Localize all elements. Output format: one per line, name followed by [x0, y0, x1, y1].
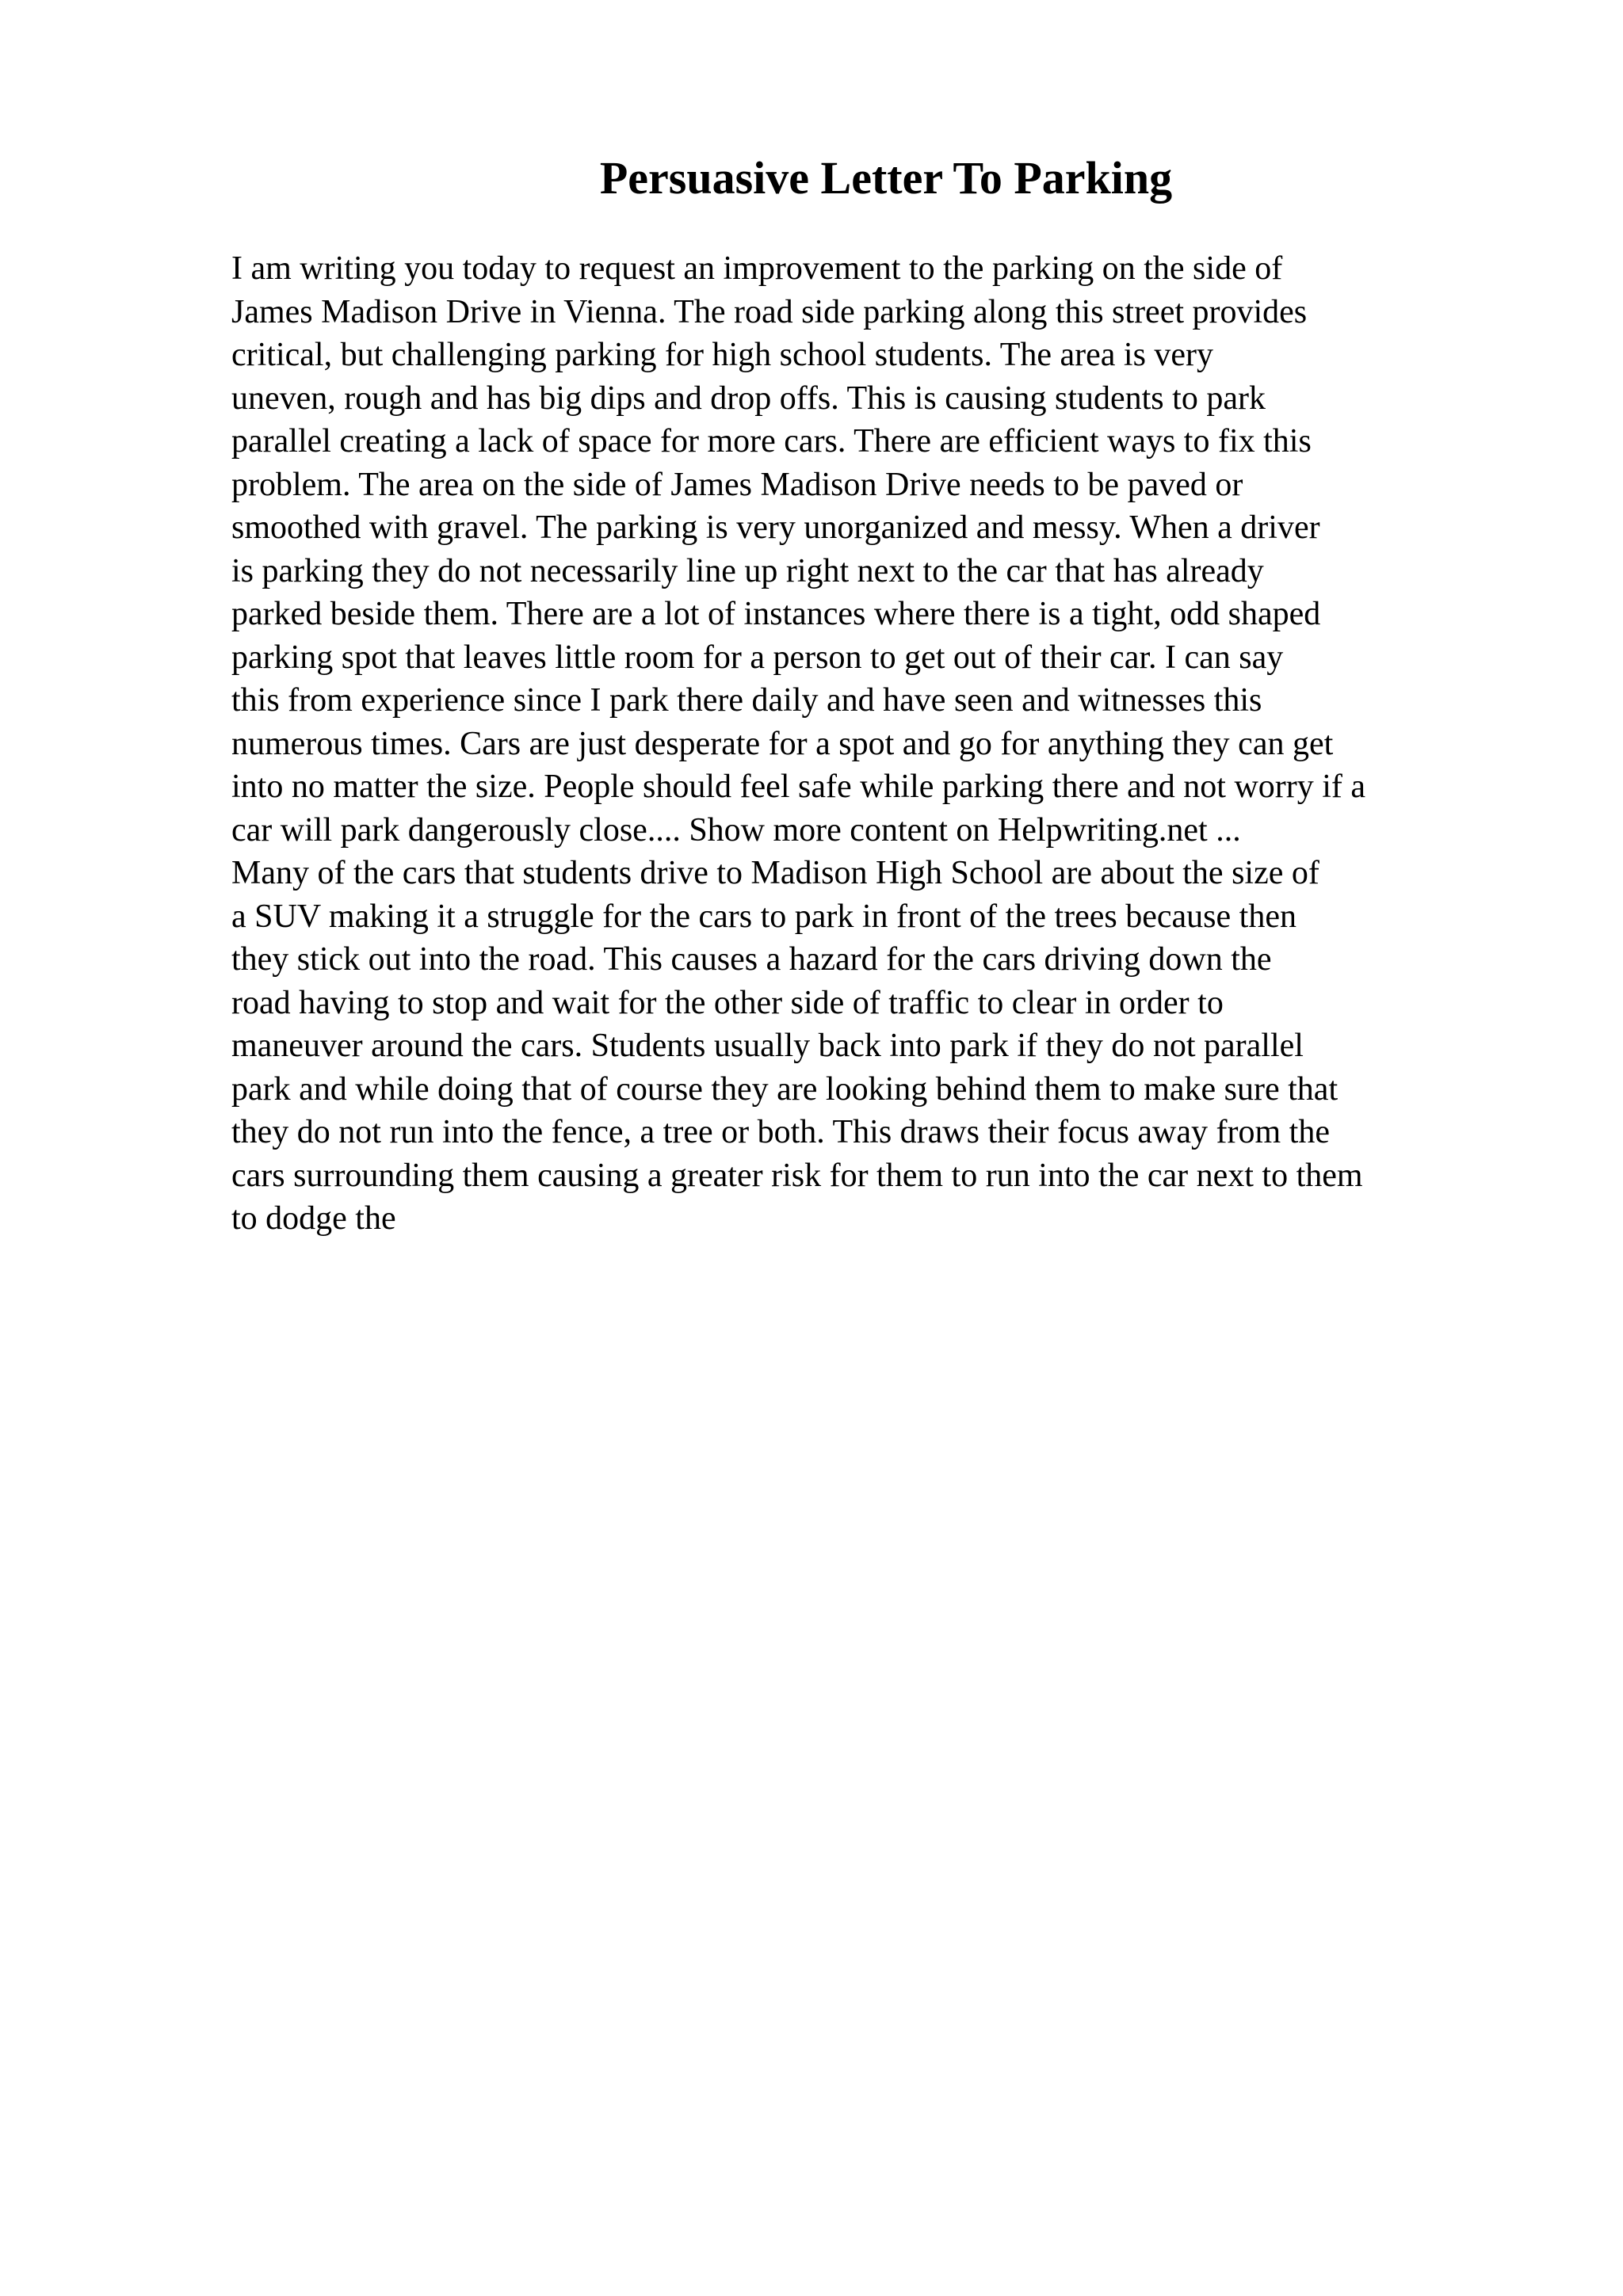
body-line: park and while doing that of course they are looking behind them to make sure that — [231, 1070, 1338, 1108]
body-line: numerous times. Cars are just desperate for a spot and go for anything they can get — [231, 725, 1334, 762]
body-line: James Madison Drive in Vienna. The road side parking along this street provides — [231, 293, 1308, 330]
body-line: road having to stop and wait for the other side of traffic to clear in order to — [231, 984, 1224, 1021]
body-line: cars surrounding them causing a greater risk for them to run into the car next to them — [231, 1157, 1363, 1194]
document-body — [231, 247, 1515, 1241]
body-line: critical, but challenging parking for high school students. The area is very — [231, 337, 1214, 373]
body-line: parking spot that leaves little room for a person to get out of their car. I can say — [231, 639, 1284, 676]
body-line: is parking they do not necessarily line up right next to the car that has already — [231, 552, 1264, 589]
body-line: a SUV making it a struggle for the cars to park in front of the trees because then — [231, 898, 1296, 935]
body-line: I am writing you today to request an improvement to the parking on the side of — [231, 250, 1283, 287]
body-line: parked beside them. There are a lot of instances where there is a tight, odd shaped — [231, 596, 1321, 632]
body-line: into no matter the size. People should feel safe while parking there and not worry if a — [231, 769, 1366, 805]
body-line: maneuver around the cars. Students usually back into park if they do not parallel — [231, 1028, 1304, 1064]
body-line: problem. The area on the side of James Madison Drive needs to be paved or — [231, 466, 1243, 503]
body-line: smoothed with gravel. The parking is very unorganized and messy. When a driver — [231, 509, 1320, 546]
body-line: Many of the cars that students drive to Madison High School are about the size of — [231, 855, 1319, 891]
body-line: this from experience since I park there daily and have seen and witnesses this — [231, 682, 1262, 719]
body-line: car will park dangerously close.... Show more content on Helpwriting.net ... — [231, 811, 1241, 849]
body-line: to dodge the — [231, 1200, 396, 1237]
body-line: they do not run into the fence, a tree or both. This draws their focus away from the — [231, 1114, 1330, 1150]
document-title: Persuasive Letter To Parking — [599, 152, 1173, 204]
body-line: they stick out into the road. This causes a hazard for the cars driving down the — [231, 941, 1272, 978]
body-line: parallel creating a lack of space for more cars. There are efficient ways to fix this — [231, 423, 1312, 460]
body-line: uneven, rough and has big dips and drop offs. This is causing students to park — [231, 379, 1266, 417]
